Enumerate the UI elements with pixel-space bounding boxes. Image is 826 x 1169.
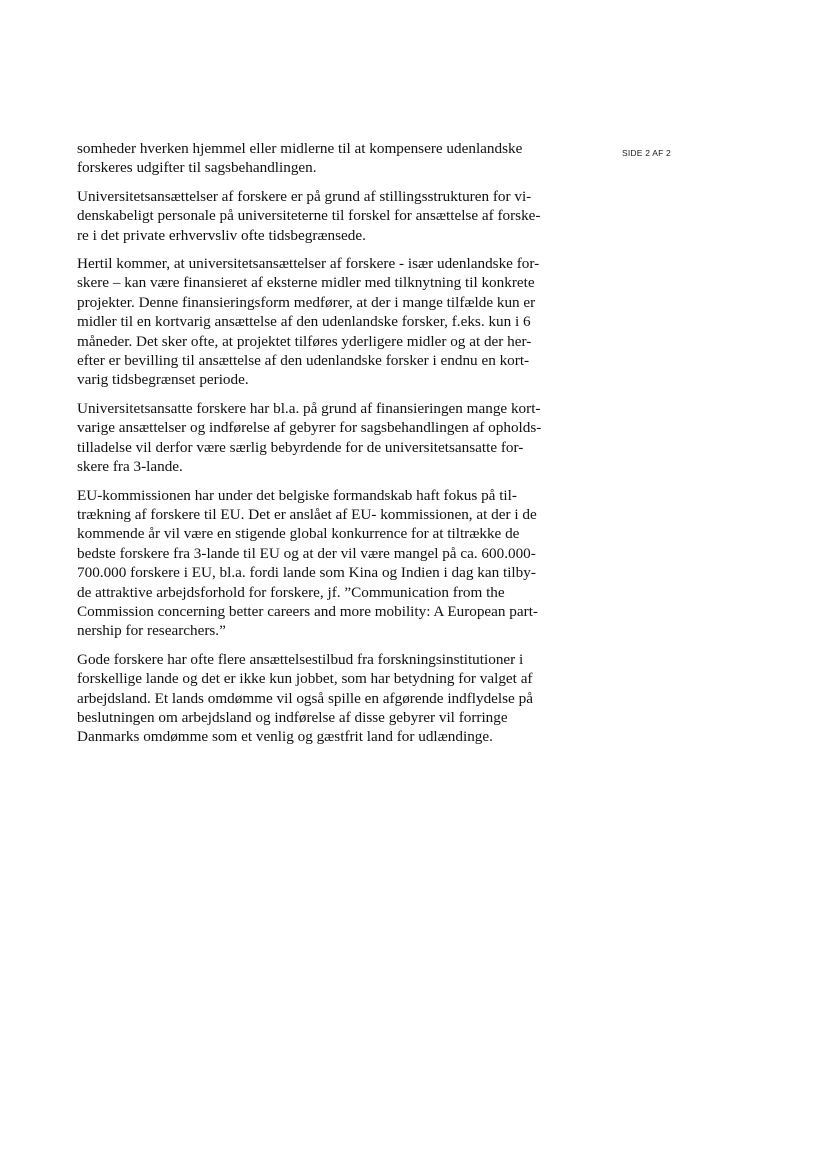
paragraph xyxy=(77,650,587,747)
text-line: forskeres udgifter til sagsbehandlingen. xyxy=(77,159,317,177)
text-line: somheder hverken hjemmel eller midlerne til at kompensere udenlandske xyxy=(77,140,523,157)
text-line: re i det private erhvervsliv ofte tidsbegrænsede. xyxy=(77,226,366,244)
text-line: Gode forskere har ofte flere ansættelsestilbud fra forskningsinstitutioner i xyxy=(77,650,524,668)
paragraph xyxy=(77,399,587,477)
text-line: kommende år vil være en stigende global konkurrence for at tiltrække de xyxy=(77,525,520,543)
text-line: nership for researchers.” xyxy=(77,622,226,640)
text-line: 700.000 forskere i EU, bl.a. fordi lande som Kina og Indien i dag kan tilby- xyxy=(77,564,536,582)
text-line: tilladelse vil derfor være særlig bebyrdende for de universitetsansatte for- xyxy=(77,438,524,456)
paragraph xyxy=(77,139,587,178)
text-line: varig tidsbegrænset periode. xyxy=(77,371,249,389)
text-line: arbejdsland. Et lands omdømme vil også spille en afgørende indflydelse på xyxy=(77,689,533,707)
text-line: Danmarks omdømme som et venlig og gæstfrit land for udlændinge. xyxy=(77,728,493,746)
paragraph xyxy=(77,486,587,641)
text-line: varige ansættelser og indførelse af gebyrer for sagsbehandlingen af opholds- xyxy=(77,419,542,437)
text-line: Universitetsansatte forskere har bl.a. på grund af finansieringen mange kort- xyxy=(77,399,541,417)
text-line: trækning af forskere til EU. Det er anslået af EU- kommissionen, at der i de xyxy=(77,505,537,523)
text-line: Hertil kommer, at universitetsansættelser af forskere - især udenlandske for- xyxy=(77,255,540,273)
text-line: forskellige lande og det er ikke kun jobbet, som har betydning for valget af xyxy=(77,670,533,688)
text-line: midler til en kortvarig ansættelse af den udenlandske forsker, f.eks. kun i 6 xyxy=(77,313,531,331)
text-line: EU-kommissionen har under det belgiske formandskab haft fokus på til- xyxy=(77,486,517,504)
body-text xyxy=(77,139,587,756)
text-line: skere – kan være finansieret af eksterne midler med tilknytning til konkrete xyxy=(77,274,535,292)
text-line: beslutningen om arbejdsland og indførelse af disse gebyrer vil forringe xyxy=(77,708,508,726)
paragraph xyxy=(77,187,587,245)
text-line: skere fra 3-lande. xyxy=(77,458,183,476)
page-number: SIDE 2 AF 2 xyxy=(622,148,671,158)
text-line: måneder. Det sker ofte, at projektet tilføres yderligere midler og at der her- xyxy=(77,332,532,350)
text-line: de attraktive arbejdsforhold for forskere, jf. ”Communication from the xyxy=(77,583,505,601)
text-line: efter er bevilling til ansættelse af den udenlandske forsker i endnu en kort- xyxy=(77,352,530,370)
text-line: Universitetsansættelser af forskere er på grund af stillingsstrukturen for vi- xyxy=(77,187,532,205)
text-line: projekter. Denne finansieringsform medfører, at der i mange tilfælde kun er xyxy=(77,293,536,311)
paragraph xyxy=(77,254,587,390)
text-line: Commission concerning better careers and more mobility: A European part- xyxy=(77,602,538,620)
text-line: denskabeligt personale på universiteterne til forskel for ansættelse af forske- xyxy=(77,207,541,225)
text-line: bedste forskere fra 3-lande til EU og at der vil være mangel på ca. 600.000- xyxy=(77,544,536,562)
